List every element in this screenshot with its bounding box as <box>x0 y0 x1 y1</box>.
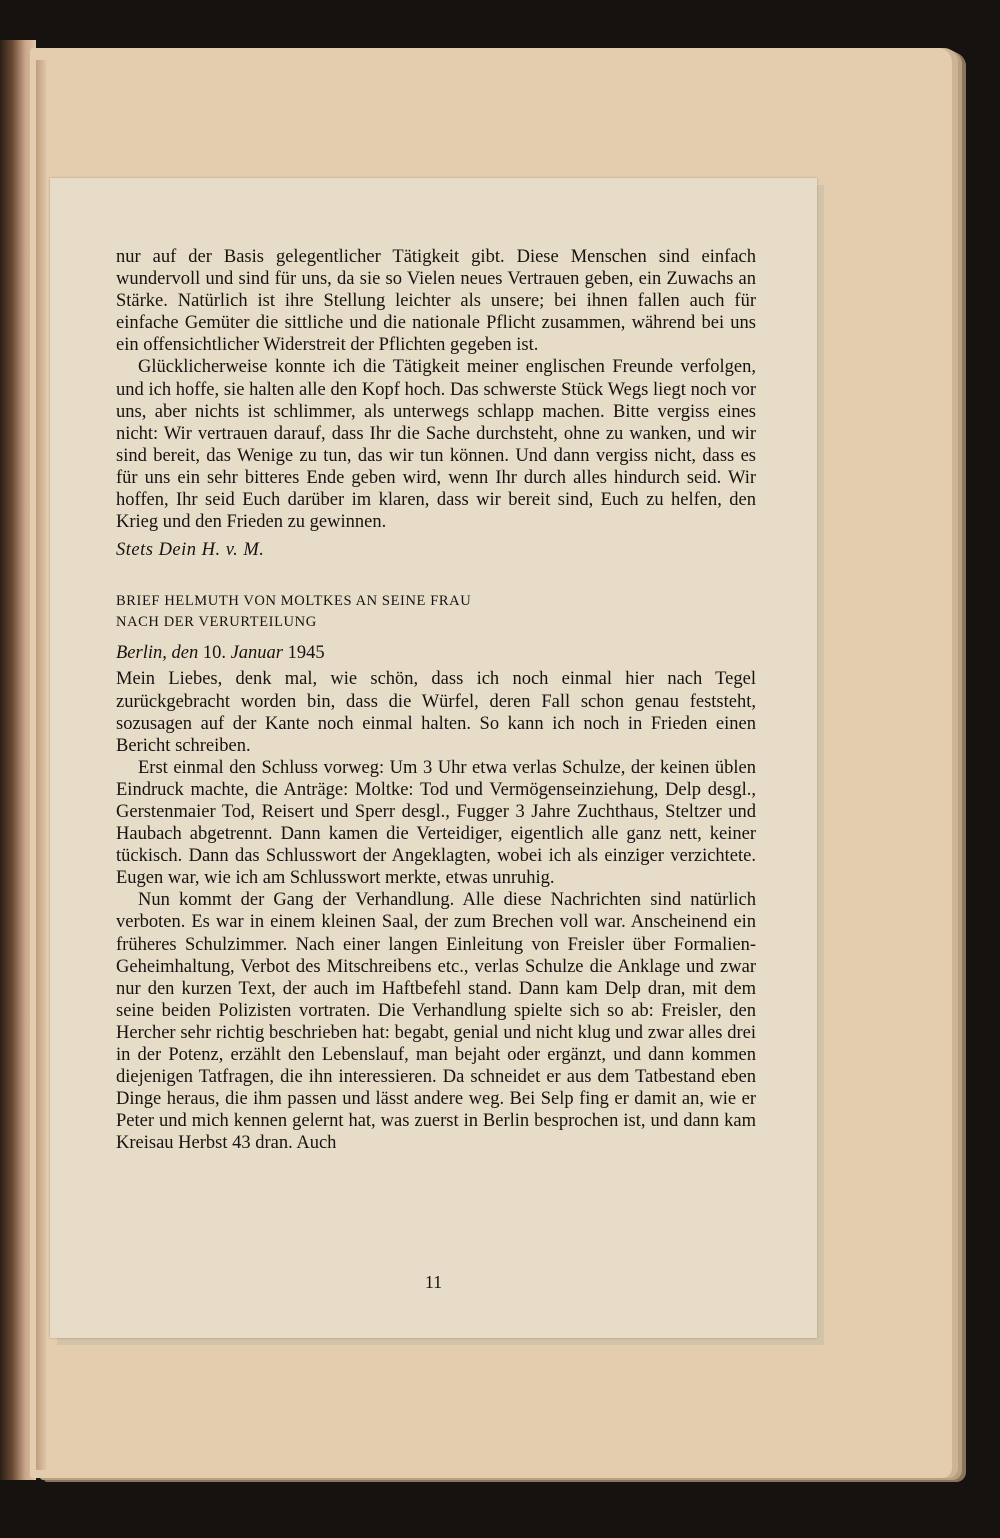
inserted-page <box>50 178 817 1338</box>
paragraph: Mein Liebes, denk mal, wie schön, dass ich noch einmal hier nach Tegel zurückgebracht worden bin, dass die Würfel, deren Fall schon genau feststeht, sozusagen auf der Kante noch einmal halten. So kann ich noch in Frieden einen Bericht schreiben. <box>116 669 756 756</box>
heading-line: BRIEF HELMUTH VON MOLTKES AN SEINE FRAU <box>116 593 472 610</box>
heading-line: NACH DER VERURTEILUNG <box>116 614 317 631</box>
paragraph: Glücklicherweise konnte ich die Tätigkeit meiner englischen Freunde verfolgen, und ich hoffe, sie halten alle den Kopf hoch. Das schwerste Stück Wegs liegt noch vor uns, aber nichts ist schlimmer, als unterwegs schlapp machen. Bitte vergiss eines nicht: Wir vertrauen darauf, dass Ihr die Sache durchsteht, ohne zu wanken, und wir sind bereit, das Wenige zu tun, das wir tun können. Und dann vergiss nicht, dass es für uns ein sehr bitteres Ende geben wird, wenn Ihr durch alles hindurch seid. Wir hoffen, Ihr seid Euch darüber im klaren, dass wir bereit sind, Euch zu helfen, den Krieg und den Frieden zu gewinnen. <box>116 357 756 533</box>
dateline <box>116 642 756 664</box>
dateline-place: Berlin, den <box>116 643 199 664</box>
dateline-day: 10. <box>202 643 226 664</box>
dateline-year: 1945 <box>287 643 325 664</box>
section-heading <box>116 591 756 633</box>
dateline-month: Januar <box>230 643 283 664</box>
page-edge-shadow <box>36 60 46 1470</box>
page-number: 11 <box>424 1272 443 1292</box>
page-text <box>116 246 756 1154</box>
paragraph: Nun kommt der Gang der Verhandlung. Alle diese Nachrichten sind natürlich verboten. Es war in einem kleinen Saal, der zum Brechen voll war. Anscheinend ein früheres Schulzimmer. Nach einer langen Einleitung von Freisler über Formalien-Geheimhaltung, Verbot des Mitschreibens etc., verlas Schulze die Anklage und zwar nur den kurzen Text, der auch im Haftbefehl stand. Dann kam Delp dran, mit dem seine beiden Polizisten vortraten. Die Verhandlung spielte sich so ab: Freisler, den Hercher sehr richtig beschrieben hat: begabt, genial und nicht klug und zwar alles drei in der Potenz, erzählt den Lebenslauf, man bejaht oder ergänzt, und dann kommen diejenigen Tatfragen, die ihn interessieren. Da schneidet er aus dem Tatbestand eben Dinge heraus, die ihm passen und lässt andere weg. Bei Selp fing er damit an, wie er Peter und mich kennen gelernt hat, was zuerst in Berlin besprochen ist, und dann kam Kreisau Herbst 43 dran. Auch <box>116 890 756 1154</box>
letter-closing: Stets Dein H. v. M. <box>116 540 265 561</box>
paragraph: Erst einmal den Schluss vorweg: Um 3 Uhr etwa verlas Schulze, der keinen üblen Eindruck machte, die Anträge: Moltke: Tod und Vermögenseinziehung, Delp desgl., Gerstenmaier Tod, Reisert und Sperr desgl., Fugger 3 Jahre Zuchthaus, Steltzer und Haubach abgetrennt. Dann kamen die Verteidiger, eigentlich alle ganz nett, keiner tückisch. Dann das Schlusswort der Angeklagten, wobei ich als einziger verzichtete. Eugen war, wie ich am Schlusswort merkte, etwas unruhig. <box>116 757 756 889</box>
paragraph: nur auf der Basis gelegentlicher Tätigkeit gibt. Diese Menschen sind einfach wundervoll und sind für uns, da sie so Vielen neues Vertrauen geben, ein Zuwachs an Stärke. Natürlich ist ihre Stellung leichter als unsere; bei ihnen fallen auch für einfache Gemüter die sittliche und die nationale Pflicht zusammen, während bei uns ein offensichtlicher Widerstreit der Pflichten gegeben ist. <box>116 247 756 356</box>
